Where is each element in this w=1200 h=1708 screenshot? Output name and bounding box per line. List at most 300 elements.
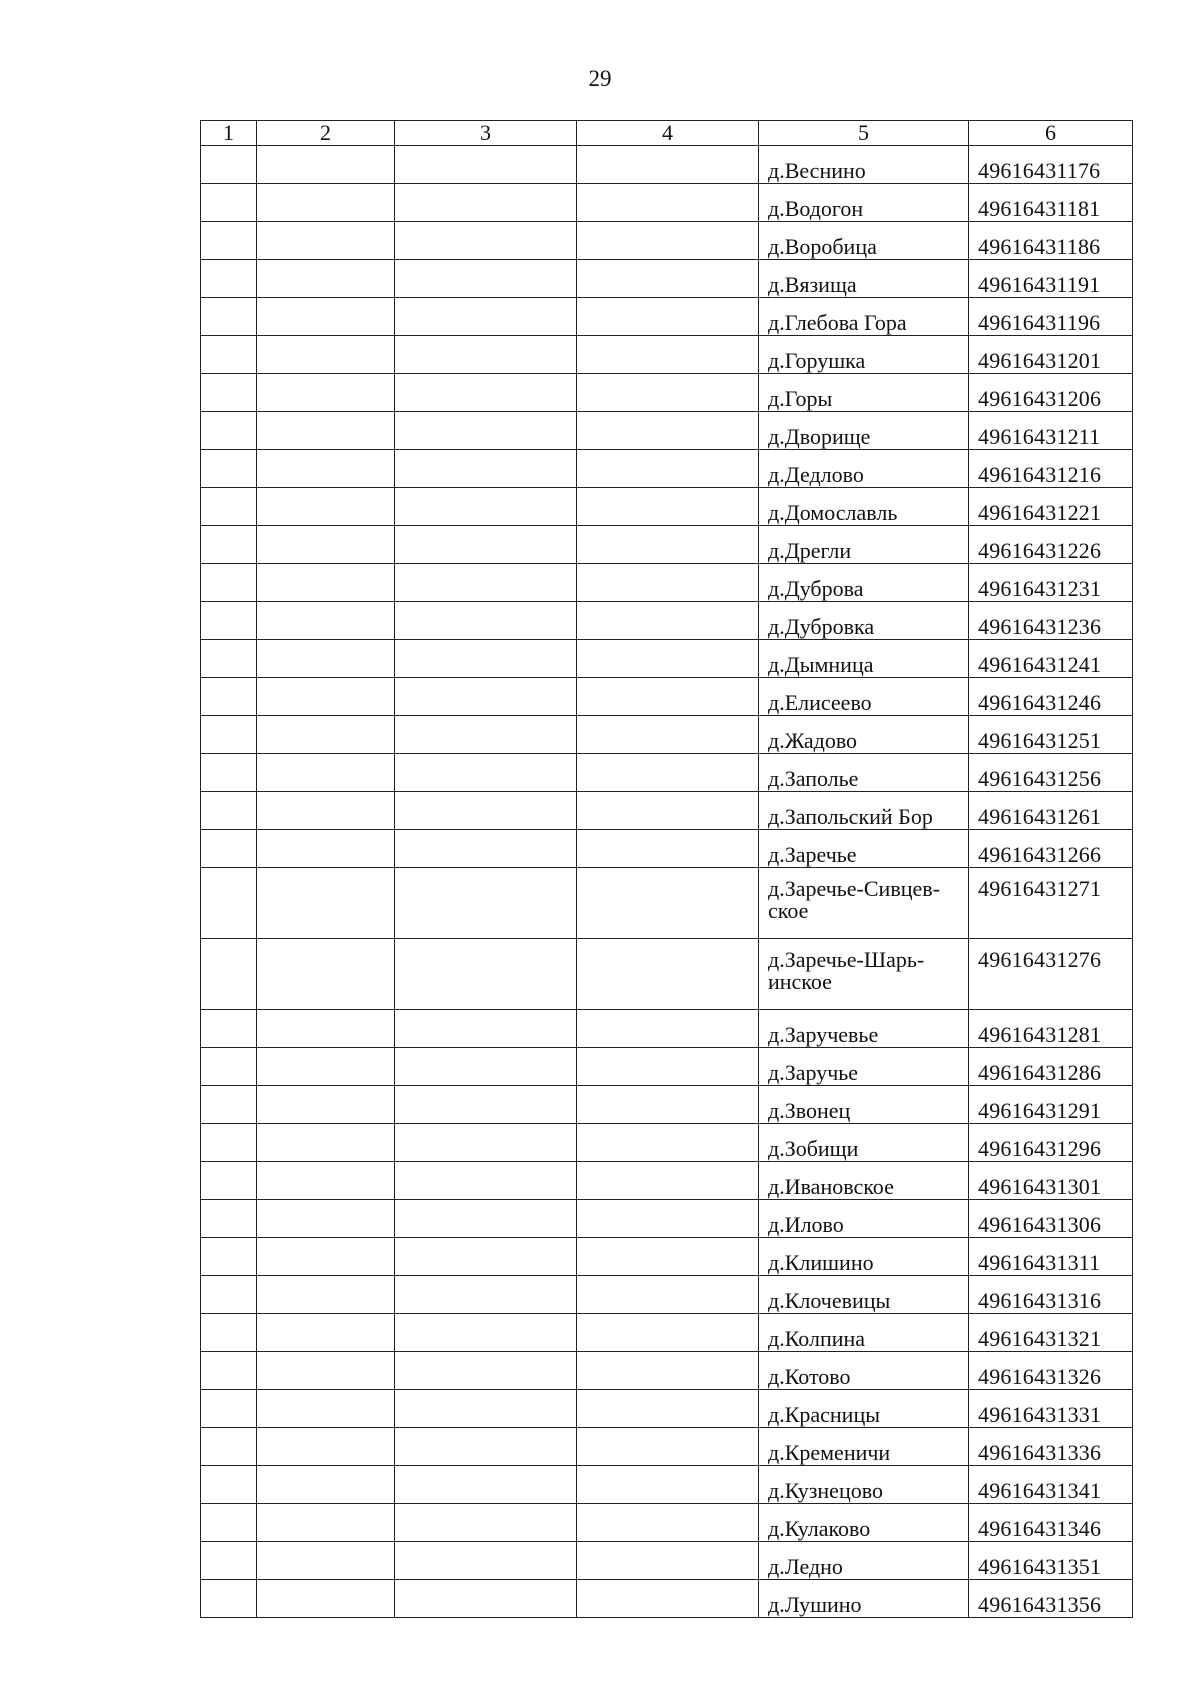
table-row (201, 1086, 1133, 1124)
settlement-name: д.Веснино (768, 158, 866, 183)
empty-cell (395, 1276, 577, 1314)
empty-cell (395, 754, 577, 792)
empty-cell (395, 450, 577, 488)
empty-cell (201, 412, 257, 450)
empty-cell (577, 526, 759, 564)
settlement-name-cell (759, 792, 969, 830)
empty-cell (257, 1314, 395, 1352)
settlement-name: д.Жадово (768, 728, 858, 753)
settlement-name-cell (759, 526, 969, 564)
empty-cell (257, 868, 395, 939)
settlement-name: д.Дрегли (768, 538, 852, 563)
settlement-name-cell (759, 184, 969, 222)
column-header-3: 3 (395, 121, 577, 146)
settlement-code: 49616431201 (969, 336, 1133, 374)
table-row (201, 374, 1133, 412)
table-row (201, 450, 1133, 488)
empty-cell (395, 298, 577, 336)
empty-cell (201, 1504, 257, 1542)
empty-cell (201, 184, 257, 222)
empty-cell (201, 1048, 257, 1086)
settlement-name: д.Заречье-Сивцев- ское (768, 876, 940, 923)
empty-cell (395, 526, 577, 564)
empty-cell (395, 146, 577, 184)
empty-cell (395, 488, 577, 526)
settlement-name: д.Водогон (768, 196, 864, 221)
table-row (201, 222, 1133, 260)
settlement-name: д.Заречье-Шарь- инское (768, 947, 925, 994)
settlement-name: д.Кулаково (768, 1516, 871, 1541)
empty-cell (257, 260, 395, 298)
table-row (201, 1542, 1133, 1580)
empty-cell (257, 602, 395, 640)
empty-cell (395, 640, 577, 678)
empty-cell (257, 526, 395, 564)
empty-cell (201, 792, 257, 830)
empty-cell (395, 1048, 577, 1086)
settlement-code: 49616431211 (969, 412, 1133, 450)
empty-cell (577, 1162, 759, 1200)
settlement-code: 49616431316 (969, 1276, 1133, 1314)
table-row (201, 716, 1133, 754)
empty-cell (257, 1162, 395, 1200)
settlement-code: 49616431241 (969, 640, 1133, 678)
empty-cell (395, 1124, 577, 1162)
settlement-code: 49616431346 (969, 1504, 1133, 1542)
settlement-name: д.Зобищи (768, 1136, 859, 1161)
empty-cell (395, 1504, 577, 1542)
settlement-name: д.Дедлово (768, 462, 864, 487)
empty-cell (577, 1314, 759, 1352)
settlement-name-cell (759, 488, 969, 526)
empty-cell (577, 1580, 759, 1618)
empty-cell (257, 792, 395, 830)
empty-cell (257, 488, 395, 526)
empty-cell (395, 222, 577, 260)
empty-cell (395, 1086, 577, 1124)
empty-cell (395, 1314, 577, 1352)
empty-cell (201, 1010, 257, 1048)
settlement-name: д.Котово (768, 1364, 851, 1389)
settlement-code: 49616431176 (969, 146, 1133, 184)
empty-cell (577, 1428, 759, 1466)
settlement-name-cell (759, 1010, 969, 1048)
empty-cell (257, 716, 395, 754)
table-row (201, 1200, 1133, 1238)
settlement-name-cell (759, 754, 969, 792)
settlement-code: 49616431246 (969, 678, 1133, 716)
settlement-code: 49616431276 (969, 939, 1133, 1010)
table-row (201, 298, 1133, 336)
empty-cell (395, 602, 577, 640)
settlement-name: д.Лушино (768, 1592, 862, 1617)
empty-cell (257, 1580, 395, 1618)
empty-cell (257, 1010, 395, 1048)
table-row (201, 830, 1133, 868)
table-row (201, 1466, 1133, 1504)
column-header-6: 6 (969, 121, 1133, 146)
empty-cell (577, 1010, 759, 1048)
table-row (201, 1390, 1133, 1428)
table-row (201, 1124, 1133, 1162)
empty-cell (257, 1048, 395, 1086)
empty-cell (257, 374, 395, 412)
empty-cell (395, 868, 577, 939)
settlement-name-cell (759, 1504, 969, 1542)
settlement-name-cell (759, 1390, 969, 1428)
empty-cell (395, 1390, 577, 1428)
settlement-code: 49616431261 (969, 792, 1133, 830)
empty-cell (577, 1352, 759, 1390)
empty-cell (395, 336, 577, 374)
settlement-name: д.Колпина (768, 1326, 866, 1351)
settlement-code: 49616431266 (969, 830, 1133, 868)
empty-cell (257, 1390, 395, 1428)
empty-cell (577, 146, 759, 184)
empty-cell (577, 1124, 759, 1162)
settlement-code: 49616431221 (969, 488, 1133, 526)
empty-cell (577, 1276, 759, 1314)
empty-cell (257, 640, 395, 678)
table-body (201, 121, 1133, 1618)
settlement-name: д.Запольский Бор (768, 804, 933, 829)
settlement-code: 49616431321 (969, 1314, 1133, 1352)
settlement-name-cell (759, 1580, 969, 1618)
settlement-code: 49616431231 (969, 564, 1133, 602)
empty-cell (201, 830, 257, 868)
table-row (201, 1580, 1133, 1618)
settlement-name: д.Заручевье (768, 1022, 879, 1047)
empty-cell (577, 564, 759, 602)
empty-cell (257, 754, 395, 792)
empty-cell (201, 678, 257, 716)
settlement-name: д.Клишино (768, 1250, 874, 1275)
settlement-code: 49616431251 (969, 716, 1133, 754)
settlement-code: 49616431191 (969, 260, 1133, 298)
empty-cell (257, 1086, 395, 1124)
settlement-name-cell (759, 830, 969, 868)
settlement-code: 49616431181 (969, 184, 1133, 222)
table-row (201, 678, 1133, 716)
empty-cell (257, 146, 395, 184)
empty-cell (201, 488, 257, 526)
settlement-name-cell (759, 716, 969, 754)
settlement-name-cell (759, 298, 969, 336)
empty-cell (395, 412, 577, 450)
table-row (201, 146, 1133, 184)
empty-cell (395, 1010, 577, 1048)
empty-cell (577, 1390, 759, 1428)
empty-cell (257, 1238, 395, 1276)
settlement-name: д.Горы (768, 386, 833, 411)
empty-cell (201, 868, 257, 939)
empty-cell (577, 336, 759, 374)
empty-cell (257, 298, 395, 336)
settlement-name: д.Дворище (768, 424, 871, 449)
empty-cell (201, 1276, 257, 1314)
empty-cell (257, 1542, 395, 1580)
column-header-2: 2 (257, 121, 395, 146)
settlement-name-cell (759, 222, 969, 260)
table-row (201, 1162, 1133, 1200)
empty-cell (201, 450, 257, 488)
settlement-name: д.Дубровка (768, 614, 875, 639)
empty-cell (395, 1466, 577, 1504)
empty-cell (201, 146, 257, 184)
settlement-name-cell (759, 1200, 969, 1238)
settlement-name-cell (759, 1124, 969, 1162)
empty-cell (257, 184, 395, 222)
empty-cell (257, 1200, 395, 1238)
column-header-1: 1 (201, 121, 257, 146)
table-row (201, 1048, 1133, 1086)
settlement-name-cell (759, 374, 969, 412)
page-number: 29 (588, 66, 612, 91)
settlement-name-cell (759, 602, 969, 640)
empty-cell (577, 488, 759, 526)
table-row (201, 640, 1133, 678)
settlement-name: д.Ивановское (768, 1174, 894, 1199)
settlement-name: д.Вязища (768, 272, 857, 297)
empty-cell (201, 526, 257, 564)
table-row (201, 1276, 1133, 1314)
empty-cell (577, 1048, 759, 1086)
empty-cell (577, 640, 759, 678)
empty-cell (577, 792, 759, 830)
empty-cell (257, 336, 395, 374)
empty-cell (257, 1276, 395, 1314)
settlements-table (200, 120, 1133, 1618)
settlement-code: 49616431216 (969, 450, 1133, 488)
settlement-name: д.Клочевицы (768, 1288, 891, 1313)
empty-cell (577, 450, 759, 488)
settlement-code: 49616431256 (969, 754, 1133, 792)
settlement-code: 49616431206 (969, 374, 1133, 412)
empty-cell (201, 1086, 257, 1124)
empty-cell (577, 412, 759, 450)
table-row (201, 184, 1133, 222)
empty-cell (395, 374, 577, 412)
table-row (201, 939, 1133, 1010)
empty-cell (201, 374, 257, 412)
settlement-name-cell (759, 450, 969, 488)
settlement-name-cell (759, 1162, 969, 1200)
table-row (201, 526, 1133, 564)
empty-cell (257, 1124, 395, 1162)
settlement-name: д.Елисеево (768, 690, 872, 715)
empty-cell (201, 1352, 257, 1390)
settlement-name-cell (759, 1086, 969, 1124)
settlement-code: 49616431286 (969, 1048, 1133, 1086)
empty-cell (201, 298, 257, 336)
settlement-code: 49616431306 (969, 1200, 1133, 1238)
settlement-name: д.Дымница (768, 652, 874, 677)
empty-cell (201, 222, 257, 260)
empty-cell (257, 564, 395, 602)
empty-cell (577, 1504, 759, 1542)
table-row (201, 336, 1133, 374)
empty-cell (577, 716, 759, 754)
settlement-code: 49616431326 (969, 1352, 1133, 1390)
settlement-name-cell (759, 678, 969, 716)
table-row (201, 1504, 1133, 1542)
empty-cell (577, 1086, 759, 1124)
settlement-name-cell (759, 1238, 969, 1276)
settlement-name-cell (759, 1428, 969, 1466)
empty-cell (257, 678, 395, 716)
settlement-code: 49616431196 (969, 298, 1133, 336)
empty-cell (201, 1124, 257, 1162)
empty-cell (201, 602, 257, 640)
settlement-code: 49616431301 (969, 1162, 1133, 1200)
table-row (201, 868, 1133, 939)
empty-cell (395, 260, 577, 298)
column-header-4: 4 (577, 121, 759, 146)
empty-cell (257, 939, 395, 1010)
empty-cell (395, 1162, 577, 1200)
empty-cell (201, 716, 257, 754)
empty-cell (577, 1238, 759, 1276)
empty-cell (577, 678, 759, 716)
settlement-name-cell (759, 939, 969, 1010)
empty-cell (395, 1352, 577, 1390)
empty-cell (395, 1238, 577, 1276)
empty-cell (257, 1428, 395, 1466)
settlement-code: 49616431341 (969, 1466, 1133, 1504)
settlement-code: 49616431356 (969, 1580, 1133, 1618)
empty-cell (577, 222, 759, 260)
empty-cell (257, 222, 395, 260)
empty-cell (577, 1466, 759, 1504)
settlement-code: 49616431336 (969, 1428, 1133, 1466)
settlement-name: д.Илово (768, 1212, 844, 1237)
empty-cell (257, 830, 395, 868)
empty-cell (395, 1428, 577, 1466)
empty-cell (257, 1352, 395, 1390)
empty-cell (201, 1580, 257, 1618)
settlement-name-cell (759, 1048, 969, 1086)
settlement-code: 49616431311 (969, 1238, 1133, 1276)
table-row (201, 488, 1133, 526)
table-row (201, 1352, 1133, 1390)
settlement-name-cell (759, 1276, 969, 1314)
empty-cell (395, 1580, 577, 1618)
table-row (201, 412, 1133, 450)
empty-cell (395, 1542, 577, 1580)
empty-cell (201, 1542, 257, 1580)
settlement-name-cell (759, 640, 969, 678)
table-row (201, 1238, 1133, 1276)
settlement-name-cell (759, 1352, 969, 1390)
table-row (201, 260, 1133, 298)
settlement-name: д.Звонец (768, 1098, 851, 1123)
empty-cell (257, 450, 395, 488)
empty-cell (257, 1466, 395, 1504)
table-row (201, 1010, 1133, 1048)
empty-cell (201, 260, 257, 298)
settlement-name: д.Горушка (768, 348, 866, 373)
settlement-name-cell (759, 1314, 969, 1352)
settlement-name: д.Глебова Гора (768, 310, 907, 335)
empty-cell (577, 1200, 759, 1238)
empty-cell (395, 1200, 577, 1238)
settlement-name-cell (759, 336, 969, 374)
settlement-name-cell (759, 412, 969, 450)
settlement-name: д.Ледно (768, 1554, 843, 1579)
empty-cell (201, 564, 257, 602)
empty-cell (577, 939, 759, 1010)
table-row (201, 1428, 1133, 1466)
empty-cell (395, 564, 577, 602)
settlement-code: 49616431281 (969, 1010, 1133, 1048)
empty-cell (201, 939, 257, 1010)
empty-cell (395, 792, 577, 830)
empty-cell (577, 184, 759, 222)
empty-cell (395, 939, 577, 1010)
settlement-name-cell (759, 146, 969, 184)
table-row (201, 754, 1133, 792)
empty-cell (201, 1428, 257, 1466)
empty-cell (395, 830, 577, 868)
settlement-name: д.Воробица (768, 234, 877, 259)
table-row (201, 602, 1133, 640)
empty-cell (395, 716, 577, 754)
empty-cell (257, 1504, 395, 1542)
empty-cell (577, 868, 759, 939)
settlement-code: 49616431291 (969, 1086, 1133, 1124)
table-row (201, 564, 1133, 602)
settlement-name-cell (759, 260, 969, 298)
settlement-code: 49616431271 (969, 868, 1133, 939)
empty-cell (201, 1466, 257, 1504)
empty-cell (577, 1542, 759, 1580)
settlement-name-cell (759, 564, 969, 602)
table-header-row (201, 121, 1133, 146)
empty-cell (577, 374, 759, 412)
settlement-name: д.Заручье (768, 1060, 859, 1085)
empty-cell (201, 1162, 257, 1200)
settlement-name-cell (759, 1542, 969, 1580)
settlement-name-cell (759, 1466, 969, 1504)
settlement-name: д.Кузнецово (768, 1478, 883, 1503)
empty-cell (201, 1390, 257, 1428)
empty-cell (395, 678, 577, 716)
column-header-5: 5 (759, 121, 969, 146)
empty-cell (395, 184, 577, 222)
settlement-name: д.Заполье (768, 766, 859, 791)
settlement-name: д.Заречье (768, 842, 857, 867)
settlement-name-cell (759, 868, 969, 939)
empty-cell (201, 754, 257, 792)
empty-cell (201, 640, 257, 678)
empty-cell (577, 754, 759, 792)
settlement-code: 49616431186 (969, 222, 1133, 260)
settlement-code: 49616431351 (969, 1542, 1133, 1580)
settlement-code: 49616431226 (969, 526, 1133, 564)
empty-cell (201, 1238, 257, 1276)
settlement-name: д.Дуброва (768, 576, 864, 601)
empty-cell (201, 1314, 257, 1352)
settlement-code: 49616431296 (969, 1124, 1133, 1162)
settlement-name: д.Красницы (768, 1402, 880, 1427)
settlement-name: д.Кременичи (768, 1440, 891, 1465)
empty-cell (257, 412, 395, 450)
settlement-code: 49616431236 (969, 602, 1133, 640)
empty-cell (577, 298, 759, 336)
empty-cell (577, 830, 759, 868)
empty-cell (201, 1200, 257, 1238)
settlement-code: 49616431331 (969, 1390, 1133, 1428)
